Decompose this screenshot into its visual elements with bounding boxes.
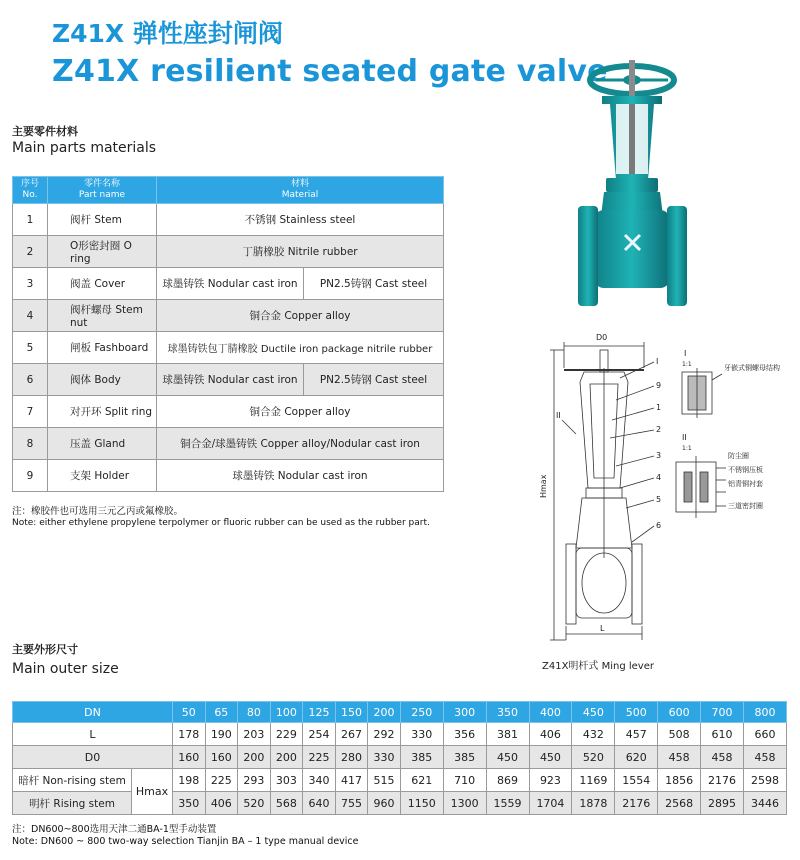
nonrising-label: 暗杆 Non-rising stem [13, 769, 132, 792]
d0-cell: 450 [486, 746, 529, 769]
row-part: 压盖 Gland [48, 428, 157, 460]
dn-cell: 65 [205, 702, 238, 723]
row-part: O形密封圈 O ring [48, 236, 157, 268]
d0-cell: 330 [368, 746, 401, 769]
rising-cell: 520 [238, 792, 271, 815]
detail2-label: II [682, 433, 687, 442]
l-cell: 508 [658, 723, 701, 746]
dn-cell: 500 [615, 702, 658, 723]
table-row [13, 300, 444, 332]
rising-cell: 2895 [701, 792, 744, 815]
nonrising-cell: 869 [486, 769, 529, 792]
l-label: L [600, 624, 605, 633]
row-part: 阀杆螺母 Stem nut [48, 300, 157, 332]
dn-cell: 700 [701, 702, 744, 723]
row-no: 8 [13, 428, 48, 460]
callout-9: 9 [656, 381, 662, 390]
l-cell: 190 [205, 723, 238, 746]
row-no: 1 [13, 204, 48, 236]
l-cell: 457 [615, 723, 658, 746]
nonrising-cell: 1169 [572, 769, 615, 792]
dimensions-title-cn: 主要外形尺寸 [12, 643, 78, 656]
dimensions-table [12, 701, 787, 815]
dn-cell: 80 [238, 702, 271, 723]
row-part: 支架 Holder [48, 460, 157, 492]
l-cell: 330 [400, 723, 443, 746]
dn-cell: 600 [658, 702, 701, 723]
dn-cell: 150 [335, 702, 368, 723]
table-row [13, 396, 444, 428]
nonrising-cell: 2598 [743, 769, 786, 792]
d0-cell: 160 [173, 746, 206, 769]
d0-cell: 458 [658, 746, 701, 769]
detail1-ratio: 1:1 [682, 361, 692, 368]
rising-cell: 755 [335, 792, 368, 815]
l-cell: 610 [701, 723, 744, 746]
row-no: 6 [13, 364, 48, 396]
table-row [13, 268, 444, 300]
valve-product-image [570, 60, 720, 310]
rising-cell: 1704 [529, 792, 572, 815]
rising-row [13, 792, 787, 815]
dn-row [13, 702, 787, 723]
nonrising-cell: 710 [443, 769, 486, 792]
row-no: 9 [13, 460, 48, 492]
nonrising-row [13, 769, 787, 792]
row-part: 闸板 Fashboard [48, 332, 157, 364]
table-row [13, 364, 444, 396]
col-material-en: Material [281, 190, 319, 200]
rising-cell: 1878 [572, 792, 615, 815]
detail2-text-2: 不锈钢压板 [728, 466, 763, 474]
technical-drawing [536, 328, 798, 658]
dn-label: DN [13, 702, 173, 723]
callout-6: 6 [656, 521, 662, 530]
l-row [13, 723, 787, 746]
materials-title-en: Main parts materials [12, 140, 157, 156]
table-row [13, 204, 444, 236]
l-cell: 203 [238, 723, 271, 746]
row-no: 7 [13, 396, 48, 428]
detail2-text-4: 三道密封圈 [728, 502, 763, 510]
l-row-label: L [13, 723, 173, 746]
nonrising-cell: 340 [303, 769, 336, 792]
d0-row-label: D0 [13, 746, 173, 769]
rising-cell: 1300 [443, 792, 486, 815]
nonrising-cell: 1554 [615, 769, 658, 792]
callout-I: I [656, 357, 659, 366]
rising-cell: 960 [368, 792, 401, 815]
nonrising-cell: 417 [335, 769, 368, 792]
d0-cell: 225 [303, 746, 336, 769]
detail2-ratio: 1:1 [682, 445, 692, 452]
row-no: 4 [13, 300, 48, 332]
l-cell: 660 [743, 723, 786, 746]
row-part: 对开环 Split ring [48, 396, 157, 428]
dn-cell: 250 [400, 702, 443, 723]
rising-cell: 1150 [400, 792, 443, 815]
detail2-text-1: 防尘圈 [728, 452, 749, 460]
col-material-cn: 材料 [290, 179, 309, 189]
table-row [13, 236, 444, 268]
d0-cell: 620 [615, 746, 658, 769]
d0-label: D0 [596, 333, 608, 342]
materials-table [12, 176, 444, 492]
rising-cell: 2176 [615, 792, 658, 815]
d0-cell: 200 [238, 746, 271, 769]
row-material-a: 球墨铸铁 Nodular cast iron [157, 268, 304, 300]
l-cell: 406 [529, 723, 572, 746]
row-material: 丁腈橡胶 Nitrile rubber [157, 236, 444, 268]
l-cell: 229 [270, 723, 303, 746]
nonrising-cell: 2176 [701, 769, 744, 792]
materials-note-cn: 注：橡胶件也可选用三元乙丙或氟橡胶。 [12, 506, 184, 517]
l-cell: 356 [443, 723, 486, 746]
nonrising-cell: 621 [400, 769, 443, 792]
title-english: Z41X resilient seated gate valve [52, 54, 608, 89]
d0-cell: 385 [443, 746, 486, 769]
row-part: 阀盖 Cover [48, 268, 157, 300]
rising-cell: 568 [270, 792, 303, 815]
dn-cell: 200 [368, 702, 401, 723]
dn-cell: 125 [303, 702, 336, 723]
hmax-row-label: Hmax [132, 769, 173, 815]
row-no: 2 [13, 236, 48, 268]
l-cell: 432 [572, 723, 615, 746]
nonrising-cell: 293 [238, 769, 271, 792]
callout-5: 5 [656, 495, 662, 504]
d0-cell: 160 [205, 746, 238, 769]
detail2-text-3: 铝青铜衬套 [728, 480, 763, 488]
rising-cell: 350 [173, 792, 206, 815]
dn-cell: 100 [270, 702, 303, 723]
nonrising-cell: 303 [270, 769, 303, 792]
col-no-cn: 序号 [20, 179, 39, 189]
row-material: 不锈钢 Stainless steel [157, 204, 444, 236]
dimensions-note-en: Note: DN600 ~ 800 two-way selection Tianjin BA – 1 type manual device [12, 836, 359, 847]
dn-cell: 300 [443, 702, 486, 723]
dimensions-title-en: Main outer size [12, 661, 119, 677]
d0-row [13, 746, 787, 769]
d0-cell: 458 [743, 746, 786, 769]
d0-cell: 385 [400, 746, 443, 769]
row-part: 阀杆 Stem [48, 204, 157, 236]
d0-cell: 280 [335, 746, 368, 769]
dn-cell: 450 [572, 702, 615, 723]
row-part: 阀体 Body [48, 364, 157, 396]
title-chinese: Z41X 弹性座封闸阀 [52, 19, 283, 48]
detail1-label: I [684, 349, 687, 358]
d0-cell: 520 [572, 746, 615, 769]
callout-4: 4 [656, 473, 662, 482]
dimensions-note-cn: 注：DN600~800选用天津二通BA-1型手动装置 [12, 824, 217, 835]
row-material: 球墨铸铁 Nodular cast iron [157, 460, 444, 492]
rising-label: 明杆 Rising stem [13, 792, 132, 815]
callout-1: 1 [656, 403, 662, 412]
col-part-cn: 零件名称 [83, 179, 120, 189]
l-cell: 178 [173, 723, 206, 746]
dn-cell: 350 [486, 702, 529, 723]
drawing-caption: Z41X明杆式 Ming lever [542, 661, 654, 672]
hmax-label: Hmax [539, 474, 548, 498]
d0-cell: 458 [701, 746, 744, 769]
row-material: 球墨铸铁包丁腈橡胶 Ductile iron package nitrile rubber [157, 332, 444, 364]
row-material: 铜合金 Copper alloy [157, 300, 444, 332]
callout-2: 2 [656, 425, 662, 434]
table-row [13, 460, 444, 492]
detail1-text: 牙嵌式铜螺母结构 [724, 364, 780, 372]
table-row [13, 428, 444, 460]
materials-header-row [13, 177, 444, 204]
table-row [13, 332, 444, 364]
col-no-en: No. [22, 190, 38, 200]
rising-cell: 1559 [486, 792, 529, 815]
d0-cell: 200 [270, 746, 303, 769]
l-cell: 292 [368, 723, 401, 746]
col-material-header [157, 177, 444, 204]
l-cell: 267 [335, 723, 368, 746]
rising-cell: 2568 [658, 792, 701, 815]
nonrising-cell: 225 [205, 769, 238, 792]
row-material: 铜合金/球墨铸铁 Copper alloy/Nodular cast iron [157, 428, 444, 460]
nonrising-cell: 1856 [658, 769, 701, 792]
col-part-en: Part name [78, 190, 126, 200]
dn-cell: 800 [743, 702, 786, 723]
rising-cell: 3446 [743, 792, 786, 815]
callout-II: II [556, 411, 561, 420]
row-material-a: 球墨铸铁 Nodular cast iron [157, 364, 304, 396]
col-no-header [13, 177, 48, 204]
nonrising-cell: 923 [529, 769, 572, 792]
l-cell: 381 [486, 723, 529, 746]
col-part-header [48, 177, 157, 204]
dn-cell: 50 [173, 702, 206, 723]
row-material-b: PN2.5铸钢 Cast steel [304, 268, 444, 300]
row-material-b: PN2.5铸钢 Cast steel [304, 364, 444, 396]
materials-title-cn: 主要零件材料 [12, 125, 78, 138]
row-no: 5 [13, 332, 48, 364]
materials-note-en: Note: either ethylene propylene terpolymer or fluoric rubber can be used as the rubber part. [12, 518, 430, 528]
row-no: 3 [13, 268, 48, 300]
rising-cell: 640 [303, 792, 336, 815]
nonrising-cell: 198 [173, 769, 206, 792]
nonrising-cell: 515 [368, 769, 401, 792]
dn-cell: 400 [529, 702, 572, 723]
rising-cell: 406 [205, 792, 238, 815]
row-material: 铜合金 Copper alloy [157, 396, 444, 428]
callout-3: 3 [656, 451, 662, 460]
l-cell: 254 [303, 723, 336, 746]
d0-cell: 450 [529, 746, 572, 769]
